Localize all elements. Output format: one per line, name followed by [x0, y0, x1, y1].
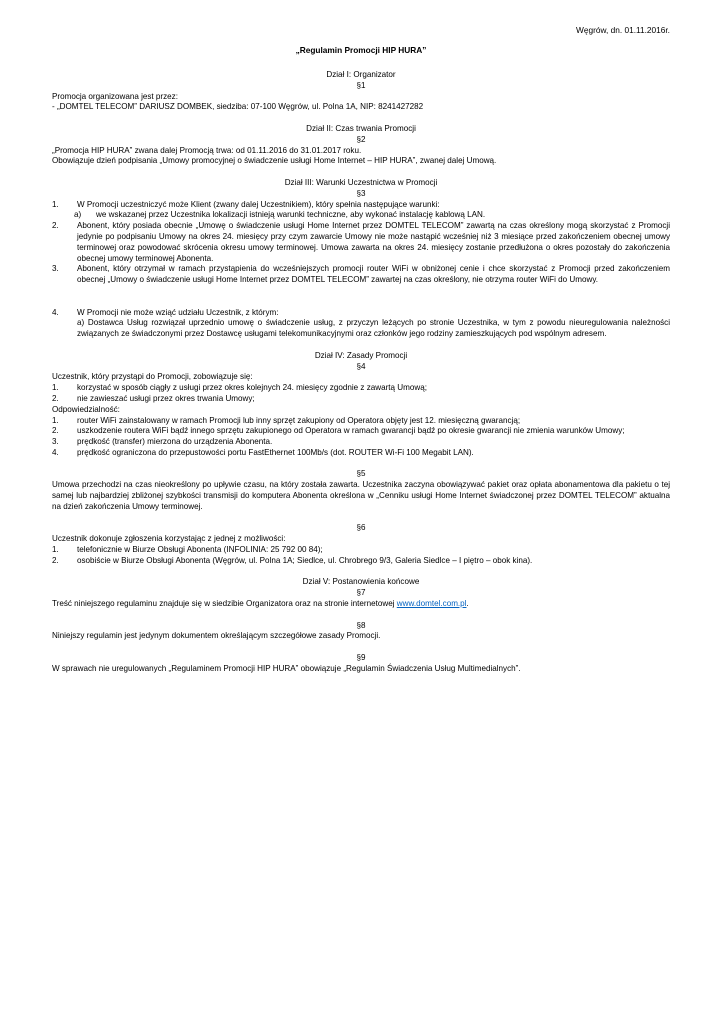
document-date: Węgrów, dn. 01.11.2016r.: [576, 25, 670, 35]
list-text: router WiFi zainstalowany w ramach Promocji lub inny sprzęt zakupiony od Operatora objęty jest 12. miesięczną gwarancją;: [77, 415, 521, 425]
website-link[interactable]: www.domtel.com.pl: [396, 599, 467, 609]
text-line: Obowiązuje dzień podpisania „Umowy promocyjnej o świadczenie usługi Home Internet – HIP HURA”, zwanej dalej Umową.: [52, 156, 497, 166]
list-item: [52, 394, 670, 405]
list-number: 1.: [52, 415, 59, 425]
paragraph-number: §8: [356, 620, 366, 630]
list-number: 1.: [52, 199, 59, 209]
list-item: [52, 416, 670, 427]
list-subitem-text: a) Dostawca Usług rozwiązał uprzednio umowę o świadczenie usług, z przyczyn leżących po stronie Uczestnika, w tym z powodu nieuregulowania należności związanych ze świadczonymi przez Dostawcę usługami telekomunikacyjnymi oraz członków jego rodziny zamieszkujących pod wspólnym adresem.: [77, 318, 670, 339]
list-number: 3.: [52, 264, 59, 274]
paragraph-number: §9: [356, 653, 366, 663]
list-item: [52, 221, 670, 264]
list-item: [52, 200, 670, 211]
list-number: 1.: [52, 545, 59, 555]
paragraph-number: §7: [356, 588, 366, 598]
document-title: „Regulamin Promocji HIP HURA”: [295, 45, 427, 55]
paragraph-number: §6: [356, 523, 366, 533]
text-line: Odpowiedzialność:: [52, 404, 120, 414]
list-item: [52, 383, 670, 394]
paragraph-number: §4: [356, 361, 366, 371]
list-item: [52, 437, 670, 448]
list-text: Abonent, który otrzymał w ramach przystąpienia do wcześniejszych promocji router WiFi w obniżonej cenie i chce skorzystać z Promocji przed zakończeniem obecnej „Umowy o świadczenie usługi Home Internet przez DOMTEL TELECOM” zawartej na czas określony, nie otrzyma router WiFi do Umowy.: [77, 264, 670, 285]
text-line: „Promocja HIP HURA” zwana dalej Promocją trwa: od 01.11.2016 do 31.01.2017 roku.: [52, 145, 362, 155]
list-number: 3.: [52, 437, 59, 447]
text-line: Uczestnik dokonuje zgłoszenia korzystając z jednej z możliwości:: [52, 534, 286, 544]
paragraph-number: §5: [356, 469, 366, 479]
list-text: osobiście w Biurze Obsługi Abonenta (Węgrów, ul. Polna 1A; Siedlce, ul. Chrobrego 9/3, Galeria Siedlce – I piętro – obok kina).: [77, 555, 533, 565]
section-heading-organizer: Dział I: Organizator: [326, 70, 396, 79]
list-number: 4.: [52, 307, 59, 317]
section-heading-conditions: Dział III: Warunki Uczestnictwa w Promocji: [284, 177, 438, 187]
list-item: [52, 556, 670, 567]
list-letter: a): [74, 210, 82, 220]
text-span: Treść niniejszego regulaminu znajduje się w siedzibie Organizatora oraz na stronie internetowej: [52, 599, 395, 609]
text-line: Uczestnik, który przystąpi do Promocji, zobowiązuje się:: [52, 372, 253, 382]
list-text: Abonent, który posiada obecnie „Umowę o świadczenie usługi Home Internet przez DOMTEL TELECOM” zawartą na czas określony mogą skorzystać z Promocji jedynie po podpisaniu Umowy na okres 24. miesięcy przy czym zawarcie Umowy nie może nastąpić wcześniej niż 3 miesiące przed zakończeniem obecnej umowy terminowej oraz powodować skrócenia okresu umowy terminowej. Umowa zawarta na okres 24. miesięcy zostanie przedłużona o okres pozostały do zakończenia obecnej umowy terminowej Abonenta.: [77, 221, 670, 263]
list-text: uszkodzenie routera WiFi bądź innego sprzętu zakupionego od Operatora w ramach gwarancji bądź po okresie gwarancji nie zmienia warunków Umowy;: [77, 426, 625, 436]
list-text: nie zawieszać usługi przez okres trwania Umowy;: [77, 393, 255, 403]
document-body: [52, 70, 670, 675]
list-text: korzystać w sposób ciągły z usługi przez okres kolejnych 24. miesięcy zgodnie z zawartą Umową;: [77, 383, 427, 393]
list-text: W Promocji uczestniczyć może Klient (zwany dalej Uczestnikiem), który spełnia następujące warunki:: [77, 199, 440, 209]
list-item: [52, 308, 670, 319]
list-number: 2.: [52, 555, 59, 565]
list-number: 1.: [52, 383, 59, 393]
list-text: prędkość ograniczona do przepustowości portu FastEthernet 100Mb/s (dot. ROUTER Wi-Fi 100 Megabit LAN).: [77, 447, 474, 457]
paragraph-number: §2: [356, 134, 366, 144]
text-line: Niniejszy regulamin jest jedynym dokumentem określającym szczegółowe zasady Promocji.: [52, 631, 381, 641]
list-text: prędkość (transfer) mierzona do urządzenia Abonenta.: [77, 437, 273, 447]
text-line: [52, 599, 670, 610]
list-number: 2.: [52, 221, 59, 231]
section-heading-duration: Dział II: Czas trwania Promocji: [306, 123, 416, 133]
list-text: we wskazanej przez Uczestnika lokalizacji istnieją warunki techniczne, aby wykonać instalację kablową LAN.: [96, 210, 486, 220]
text-paragraph: Umowa przechodzi na czas nieokreślony po upływie czasu, na który została zawarta. Uczestnika zaczyna obowiązywać pakiet oraz opłata abonamentowa dla pakietu o tej samej lub najbardziej zbliżonej szybkości transmisji do komputera Abonenta określona w „Cenniku usługi Home Internet świadczonej przez DOMTEL TELECOM” aktualna na dzień zakończenia Umowy terminowej.: [52, 480, 670, 511]
list-number: 2.: [52, 426, 59, 436]
list-item: [52, 448, 670, 459]
list-text: telefonicznie w Biurze Obsługi Abonenta (INFOLINIA: 25 792 00 84);: [77, 545, 323, 555]
list-number: 2.: [52, 393, 59, 403]
section-heading-rules: Dział IV: Zasady Promocji: [314, 350, 408, 360]
text-span: .: [466, 599, 469, 609]
list-subitem: [52, 210, 670, 221]
list-text: W Promocji nie może wziąć udziału Uczestnik, z którym:: [77, 307, 279, 317]
section-heading-final: Dział V: Postanowienia końcowe: [302, 577, 420, 587]
list-number: 4.: [52, 447, 59, 457]
text-line: - „DOMTEL TELECOM” DARIUSZ DOMBEK, siedziba: 07-100 Węgrów, ul. Polna 1A, NIP: 8241427282: [52, 102, 424, 112]
text-line: W sprawach nie uregulowanych „Regulaminem Promocji HIP HURA” obowiązuje „Regulamin Świadczenia Usług Multimedialnych”.: [52, 663, 521, 673]
list-item: [52, 545, 670, 556]
list-item: [52, 426, 670, 437]
text-line: Promocja organizowana jest przez:: [52, 91, 178, 101]
list-item: [52, 264, 670, 286]
paragraph-number: §1: [356, 80, 366, 90]
paragraph-number: §3: [356, 188, 366, 198]
